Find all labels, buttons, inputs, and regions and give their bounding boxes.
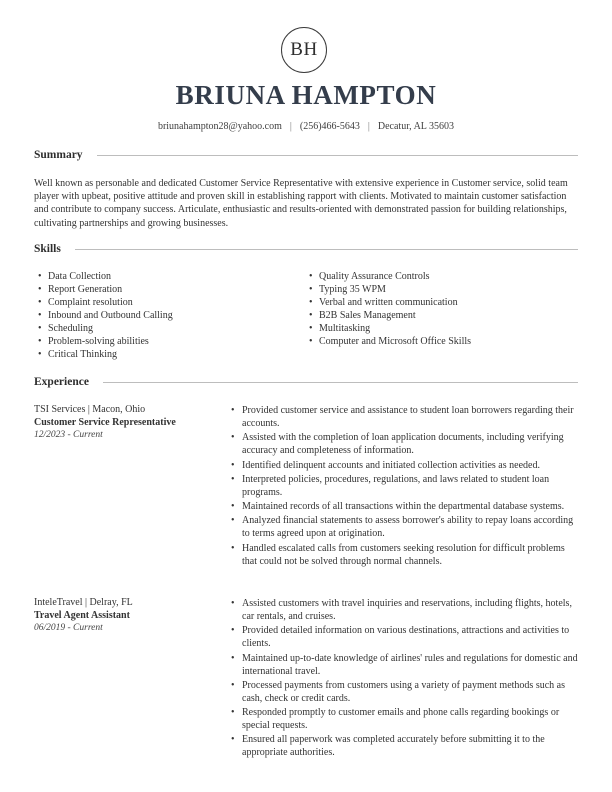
- contact-location: Decatur, AL 35603: [377, 121, 455, 132]
- summary-title: Summary: [34, 149, 83, 161]
- skill-item: • Typing 35 WPM: [305, 283, 471, 296]
- job-bullet: • Processed payments from customers using a variety of payment methods such as cash, check or credit cards.: [231, 679, 581, 705]
- job-bullets: [231, 597, 581, 761]
- section-divider: [103, 382, 578, 383]
- experience-title: Experience: [34, 376, 89, 388]
- monogram-badge: BH: [281, 27, 327, 73]
- skill-item: • Problem-solving abilities: [34, 335, 173, 348]
- skill-item: • Computer and Microsoft Office Skills: [305, 335, 471, 348]
- skill-item: • B2B Sales Management: [305, 309, 471, 322]
- skill-item: • Critical Thinking: [34, 348, 173, 361]
- job-bullet: • Assisted with the completion of loan application documents, including verifying accuracy and completeness of information.: [231, 431, 581, 457]
- job-dates: 12/2023 - Current: [34, 430, 103, 440]
- experience-heading: [34, 376, 578, 388]
- skill-item: • Inbound and Outbound Calling: [34, 309, 173, 322]
- skills-list-right: [305, 270, 471, 348]
- contact-email: briunahampton28@yahoo.com: [157, 121, 282, 132]
- job-bullets: [231, 404, 581, 569]
- job-dates: 06/2019 - Current: [34, 623, 103, 633]
- summary-heading: [34, 149, 578, 161]
- job-bullet: • Provided customer service and assistance to student loan borrowers regarding their accounts.: [231, 404, 581, 430]
- contact-separator: |: [367, 121, 370, 132]
- candidate-name: BRIUNA HAMPTON: [175, 80, 437, 110]
- contact-line: [0, 121, 612, 132]
- section-divider: [97, 155, 578, 156]
- job-bullet: • Analyzed financial statements to assess borrower's ability to repay loans according to terms agreed upon at origination.: [231, 514, 581, 540]
- job-employer: TSI Services | Macon, Ohio: [34, 404, 146, 415]
- job-title: Travel Agent Assistant: [34, 610, 130, 621]
- skills-heading: [34, 243, 578, 255]
- job-bullet: • Responded promptly to customer emails and phone calls regarding bookings or special requests.: [231, 706, 581, 732]
- skill-item: • Report Generation: [34, 283, 173, 296]
- skills-title: Skills: [34, 243, 61, 255]
- job-bullet: • Ensured all paperwork was completed accurately before submitting it to the appropriate authorities.: [231, 733, 581, 759]
- job-employer: InteleTravel | Delray, FL: [34, 597, 133, 608]
- job-bullet: • Identified delinquent accounts and initiated collection activities as needed.: [231, 459, 581, 472]
- skill-item: • Multitasking: [305, 322, 471, 335]
- job-title: Customer Service Representative: [34, 417, 176, 428]
- skill-item: • Quality Assurance Controls: [305, 270, 471, 283]
- skills-list-left: [34, 270, 173, 361]
- skill-item: • Scheduling: [34, 322, 173, 335]
- contact-separator: |: [289, 121, 292, 132]
- job-bullet: • Provided detailed information on various destinations, attractions and activities to clients.: [231, 624, 581, 650]
- job-bullet: • Handled escalated calls from customers seeking resolution for difficult problems that could not be solved through normal channels.: [231, 542, 581, 568]
- contact-phone: (256)466-5643: [299, 121, 360, 132]
- job-bullet: • Assisted customers with travel inquiries and reservations, including flights, hotels, car rentals, and cruises.: [231, 597, 581, 623]
- skill-item: • Verbal and written communication: [305, 296, 471, 309]
- job-bullet: • Maintained up-to-date knowledge of airlines' rules and regulations for domestic and international travel.: [231, 652, 581, 678]
- job-bullet: • Interpreted policies, procedures, regulations, and laws related to student loan programs.: [231, 473, 581, 499]
- skill-item: • Complaint resolution: [34, 296, 173, 309]
- skill-item: • Data Collection: [34, 270, 173, 283]
- summary-text: Well known as personable and dedicated Customer Service Representative with extensive experience in Customer service, solid team player with upbeat, positive attitude and proven skill in establishing rapport with clients. Motivated to maintain customer satisfaction and contribute to company success. Articulate, enthusiastic and results-oriented with demonstrated passion for building relationships, cultivating partnerships and growing businesses.: [34, 178, 568, 229]
- section-divider: [75, 249, 578, 250]
- job-bullet: • Maintained records of all transactions within the departmental database systems.: [231, 500, 581, 513]
